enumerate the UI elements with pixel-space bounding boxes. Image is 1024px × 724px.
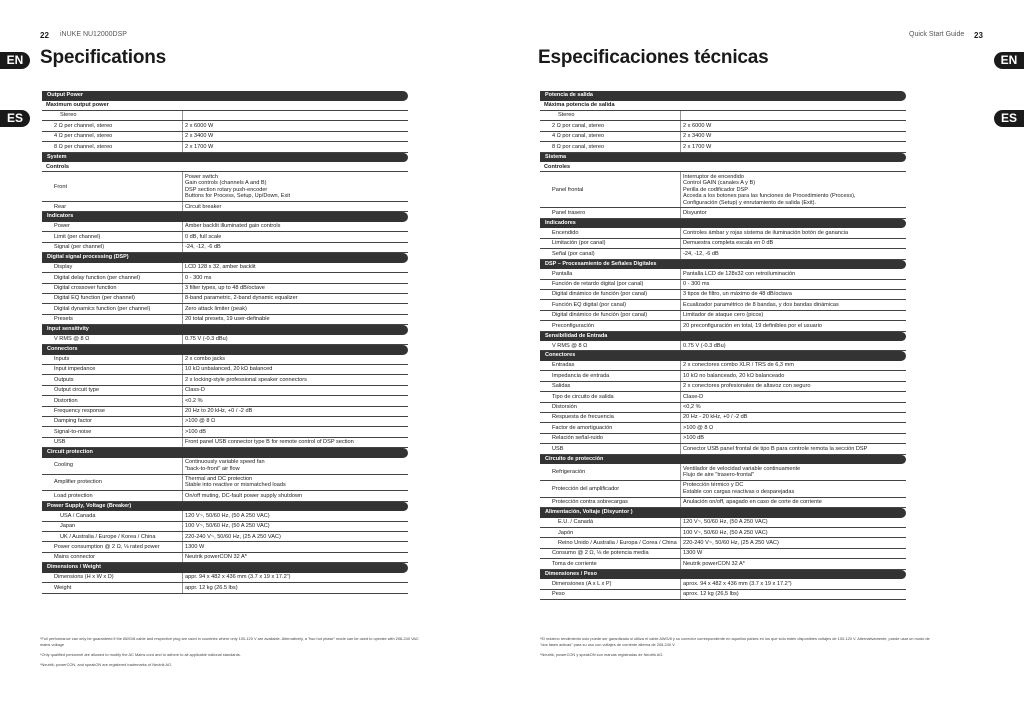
section-header: Output Power (42, 91, 408, 101)
spec-label: Input impedance (54, 366, 96, 373)
spec-value: 2 x conectores combo XLR / TRS de 6,3 mm (680, 361, 906, 370)
spec-row (540, 559, 906, 569)
spec-row (42, 542, 408, 552)
footnote: *Neutrik, powerCON y speakON son marcas registradas de Neutrik AG. (540, 652, 664, 657)
spec-value: 220-240 V~, 50/60 Hz, (25 A 250 VAC) (182, 532, 408, 541)
spec-row (42, 417, 408, 427)
spec-row (42, 304, 408, 314)
spec-label: Refrigeración (552, 468, 586, 475)
spec-label: Protección contra sobrecargas (552, 499, 628, 506)
spec-row (42, 553, 408, 563)
running-header-left: iNUKE NU12000DSP (60, 31, 127, 38)
spec-value: Class-D (182, 386, 408, 395)
spec-value: 8-band parametric, 2-band dynamic equalizer (182, 294, 408, 303)
spec-row (540, 403, 906, 413)
section-header: Sistema (540, 153, 906, 163)
spec-row (42, 162, 408, 172)
spec-value: >100 @ 8 Ω (680, 423, 906, 432)
spec-label: Dimensiones (A x L x P) (552, 580, 612, 587)
spec-row (540, 121, 906, 131)
spec-label: Signal (per channel) (54, 244, 105, 251)
spec-row (42, 172, 408, 202)
spec-row (540, 132, 906, 142)
spec-row (540, 413, 906, 423)
spec-value: Zero attack limiter (peak) (182, 304, 408, 313)
spec-value (182, 111, 408, 120)
lang-tab-en-right: EN (994, 52, 1024, 69)
spec-label: V RMS @ 8 Ω (54, 336, 90, 343)
spec-row (540, 371, 906, 381)
spec-value: Anulación on/off, apagado en caso de corte de corriente (680, 498, 906, 507)
spec-value: Ventilador de velocidad variable continuamente Flujo de aire "trasero-frontal" (680, 464, 906, 480)
spec-row (540, 311, 906, 321)
spec-label: Protección del amplificador (552, 485, 620, 492)
spec-row (42, 142, 408, 152)
spec-label: Damping factor (54, 418, 92, 425)
spec-value: >100 @ 8 Ω (182, 417, 408, 426)
spec-row (42, 294, 408, 304)
spec-value: 2 x locking-style professional speaker connectors (182, 375, 408, 384)
spec-value: aprox. 12 kg (26,5 lbs) (680, 590, 906, 599)
spec-label: UK / Australia / Europe / Korea / China (60, 533, 156, 540)
spec-label: Función EQ digital (por canal) (552, 301, 626, 308)
spec-value: Clase-D (680, 392, 906, 401)
spec-row (42, 101, 408, 111)
spec-row (540, 590, 906, 600)
spec-label: Señal (por canal) (552, 250, 595, 257)
spec-row (540, 300, 906, 310)
spec-row (540, 361, 906, 371)
spec-row (42, 365, 408, 375)
spec-value: 2 x 6000 W (680, 121, 906, 130)
spec-row (540, 423, 906, 433)
spec-row (540, 280, 906, 290)
spec-label: Presets (54, 316, 73, 323)
spec-row (540, 249, 906, 259)
spec-row (540, 172, 906, 208)
spec-row (42, 263, 408, 273)
spec-label: Toma de corriente (552, 560, 597, 567)
section-header: Circuito de protección (540, 455, 906, 465)
spec-value: 0 - 300 ms (680, 280, 906, 289)
footnote: *El máximo rendimiento solo puede ser garantizado si utiliza el cable AWG/8 y su conector correspondiente en aquellos países en los que sólo estén disponibles voltajes de 100-120 V. Alternativamente, puede usar un modo de "dos fases activas" para su uso con voltajes de corriente alterna de 208-240 V. (540, 636, 930, 647)
spec-value: 3 tipos de filtro, un máximo de 48 dB/octava (680, 290, 906, 299)
spec-value: Protección térmico y DC Estable con cargas reactivas o desparejadas (680, 481, 906, 497)
spec-value: Ecualizador paramétrico de 8 bandas, y dos bandas dinámicas (680, 300, 906, 309)
footnotes-right (540, 636, 930, 662)
lang-tab-es-right: ES (994, 110, 1024, 127)
spec-row (540, 498, 906, 508)
spec-row (540, 228, 906, 238)
section-header: Connectors (42, 345, 408, 355)
spec-row (42, 335, 408, 345)
spec-value: >100 dB (182, 427, 408, 436)
spec-value: 10 kΩ unbalanced, 20 kΩ balanced (182, 365, 408, 374)
spec-value: 2 x 6000 W (182, 121, 408, 130)
spec-value: 1300 W (680, 549, 906, 558)
page-title-right: Especificaciones técnicas (538, 47, 769, 68)
section-header: Circuit protection (42, 448, 408, 458)
spec-value: <0,2 % (680, 403, 906, 412)
spec-label: Pantalla (552, 270, 573, 277)
spec-label: Preconfiguración (552, 322, 594, 329)
section-header: Indicators (42, 212, 408, 222)
spec-label: Power (54, 223, 70, 230)
spec-label: Stereo (558, 112, 575, 119)
spec-label: Distorsión (552, 404, 577, 411)
spec-value (680, 111, 906, 120)
footnote: *Full performance can only be guaranteed if the AWG/8 cable and respective plug are used in countries where only 100-120 V are available. Alternatively, a "two hot phase" mode can be used to operate with 208-240 VAC mains voltage (40, 636, 419, 647)
section-header: Dimensions / Weight (42, 563, 408, 573)
spec-value: Continuously variable speed fan "back-to-front" air flow (182, 458, 408, 474)
spec-label: Amplifier protection (54, 479, 102, 486)
spec-value: Limitador de ataque cero (picos) (680, 311, 906, 320)
spec-value: 100 V~, 50/60 Hz, (50 A 250 VAC) (680, 528, 906, 537)
spec-row (540, 528, 906, 538)
spec-row (42, 232, 408, 242)
spec-value: 20 preconfiguración en total, 19 definibles por el usuario (680, 321, 906, 330)
spec-label: Digital crossover function (54, 285, 117, 291)
spec-value: Demuestra completa escala en 0 dB (680, 239, 906, 248)
spec-row (42, 284, 408, 294)
page-number-left: 22 (40, 31, 49, 40)
spec-label: Controls (46, 163, 69, 170)
spec-label: Dimensions (H x W x D) (54, 574, 114, 581)
spec-label: 8 Ω por canal, stereo (552, 143, 605, 150)
spec-label: Panel trasero (552, 209, 586, 216)
spec-value: Neutrik powerCON 32 A* (680, 559, 906, 568)
spec-row (540, 549, 906, 559)
spec-value: 0.75 V (-0.3 dBu) (182, 335, 408, 344)
spec-value: 2 x conectores profesionales de altavoz con seguro (680, 382, 906, 391)
spec-value: >100 dB (680, 434, 906, 443)
spec-value: On/off muting, DC-fault power supply shutdown (182, 491, 408, 500)
spec-label: Inputs (54, 356, 70, 363)
spec-label: Máxima potencia de salida (544, 102, 615, 108)
spec-label: Digital dinámico de función (por canal) (552, 291, 648, 298)
spec-label: Front (54, 183, 68, 190)
spec-label: Limitación (por canal) (552, 240, 606, 247)
spec-row (42, 407, 408, 417)
section-header: Dimensiones / Peso (540, 570, 906, 580)
spec-label: Output circuit type (54, 387, 100, 394)
spec-label: Consumo @ 2 Ω, ⅛ de potencia media (552, 550, 649, 557)
spec-row (540, 481, 906, 498)
spec-row (540, 269, 906, 279)
spec-label: Stereo (60, 112, 77, 119)
spec-label: Mains connector (54, 554, 96, 561)
spec-row (540, 101, 906, 111)
spec-row (42, 121, 408, 131)
spec-row (42, 511, 408, 521)
spec-row (42, 438, 408, 448)
spec-label: Digital EQ function (per channel) (54, 295, 135, 302)
spec-row (42, 273, 408, 283)
spec-label: Digital dinámico de función (por canal) (552, 312, 648, 319)
spec-value: appr. 94 x 482 x 436 mm (3.7 x 19 x 17.2") (182, 573, 408, 582)
section-header: Digital signal processing (DSP) (42, 253, 408, 263)
spec-value: 2 x 1700 W (680, 142, 906, 151)
spec-label: Load protection (54, 492, 93, 499)
lang-tab-en-left: EN (0, 52, 30, 69)
spec-label: Digital dynamics function (per channel) (54, 305, 151, 312)
spec-row (540, 382, 906, 392)
spec-row (42, 491, 408, 501)
spec-value: 0 dB, full scale (182, 232, 408, 241)
spec-row (42, 458, 408, 475)
spec-table-right (540, 91, 906, 600)
spec-row (42, 522, 408, 532)
spec-row (540, 341, 906, 351)
spec-label: Limit (per channel) (54, 233, 101, 240)
spec-value: 120 V~, 50/60 Hz, (50 A 250 VAC) (680, 518, 906, 527)
spec-value: -24, -12, -6 dB (680, 249, 906, 258)
spec-label: Frequency response (54, 408, 105, 415)
spec-row (540, 464, 906, 481)
spec-value: Power switch Gain controls (channels A and B) DSP section rotary push-encoder Buttons for Process, Setup, Up/Down, Exit (182, 172, 408, 201)
footnote: *Neutrik, powerCON, and speakON are registered trademarks of Neutrik AG. (40, 662, 173, 667)
spec-row (540, 290, 906, 300)
spec-row (42, 243, 408, 253)
spec-label: Display (54, 264, 73, 271)
spec-row (42, 202, 408, 212)
section-header: Indicadores (540, 219, 906, 229)
spec-row (42, 396, 408, 406)
spec-row (540, 208, 906, 218)
spec-label: USA / Canada (60, 512, 96, 519)
spec-value: 0 - 300 ms (182, 273, 408, 282)
section-header: Alimentación, Voltaje (Disyuntor ) (540, 508, 906, 518)
spec-label: Outputs (54, 376, 74, 383)
spec-value: 220-240 V~, 50/60 Hz, (25 A 250 VAC) (680, 538, 906, 547)
spec-label: Maximum output power (46, 102, 109, 108)
spec-label: Rear (54, 203, 67, 210)
spec-value: Pantalla LCD de 128x32 con retroiluminación (680, 269, 906, 278)
spec-label: Relación señal-ruido (552, 435, 603, 442)
spec-label: Factor de amortiguación (552, 424, 613, 431)
spec-label: Weight (54, 584, 72, 591)
spec-row (42, 375, 408, 385)
spec-value: 120 V~, 50/60 Hz, (50 A 250 VAC) (182, 511, 408, 520)
spec-row (42, 386, 408, 396)
spec-label: 8 Ω per channel, stereo (54, 143, 113, 150)
spec-value: appr. 12 kg (26.5 lbs) (182, 583, 408, 592)
spec-label: V RMS @ 8 Ω (552, 342, 588, 349)
spec-label: Panel frontal (552, 186, 584, 193)
spec-row (42, 573, 408, 583)
spec-label: Respuesta de frecuencia (552, 414, 614, 421)
spec-value: Interruptor de encendido Control GAIN (canales A y B) Perilla de codificador DSP Acceda a los botones para las funciones de Procedimiento (Process), Configuración (Setup) y enrutamiento de salida (Exit). (680, 172, 906, 207)
spec-value: Circuit breaker (182, 202, 408, 211)
spec-value: 2 x 3400 W (182, 132, 408, 141)
spec-label: E.U. / Canadá (558, 519, 594, 526)
spec-value: Neutrik powerCON 32 A* (182, 553, 408, 562)
spec-value: 20 Hz - 20 kHz, +0 / -2 dB (680, 413, 906, 422)
spec-label: Función de retardo digital (por canal) (552, 281, 644, 287)
spec-row (540, 321, 906, 331)
section-header: DSP – Procesamiento de Señales Digitales (540, 260, 906, 270)
footnotes-left (40, 636, 430, 672)
spec-label: Encendido (552, 229, 579, 236)
section-header: Potencia de salida (540, 91, 906, 101)
spec-row (540, 444, 906, 454)
spec-row (42, 583, 408, 593)
footnote: *Only qualified personnel are allowed to modify the AC Mains cord and to adhere to all applicable national standards. (40, 652, 241, 657)
running-header-right: Quick Start Guide (909, 31, 965, 38)
spec-label: Tipo de circuito de salida (552, 393, 614, 400)
spec-value: -24, -12, -6 dB (182, 243, 408, 252)
lang-tab-es-left: ES (0, 110, 30, 127)
spec-value: 20 total presets, 19 user-definable (182, 315, 408, 324)
spec-row (540, 434, 906, 444)
spec-label: USB (552, 445, 564, 452)
spec-row (540, 162, 906, 172)
spec-label: USB (54, 439, 66, 446)
spec-value: Disyuntor (680, 208, 906, 217)
spec-value: Controles ámbar y rojas sistema de iluminación botón de ganancia (680, 228, 906, 237)
spec-label: Digital delay function (per channel) (54, 274, 141, 281)
spec-value: LCD 128 x 32, amber backlit (182, 263, 408, 272)
section-header: System (42, 153, 408, 163)
spec-row (540, 142, 906, 152)
spec-label: Cooling (54, 462, 73, 469)
spec-value: 20 Hz to 20 kHz, +0 / -2 dB (182, 407, 408, 416)
spec-value: Thermal and DC protection Stable into reactive or mismatched loads (182, 475, 408, 491)
spec-row (540, 538, 906, 548)
spec-row (42, 427, 408, 437)
spec-label: Salidas (552, 383, 571, 390)
spec-label: 4 Ω por canal, stereo (552, 133, 605, 140)
spec-row (42, 532, 408, 542)
spec-label: Distortion (54, 397, 78, 404)
spec-value: aprox. 94 x 482 x 436 mm (3.7 x 19 x 17.2") (680, 579, 906, 588)
spec-value: Amber backlit illuminated gain controls (182, 222, 408, 231)
section-header: Power Supply, Voltage (Breaker) (42, 502, 408, 512)
spec-row (42, 475, 408, 492)
spec-label: Signal-to-noise (54, 428, 92, 435)
spec-row (42, 222, 408, 232)
section-header: Conectores (540, 351, 906, 361)
spec-label: Japan (60, 523, 76, 530)
spec-value: 2 x 3400 W (680, 132, 906, 141)
spec-label: Controles (544, 163, 571, 170)
spec-value: <0.2 % (182, 396, 408, 405)
spec-row (540, 111, 906, 121)
spec-label: Power consumption @ 2 Ω, ⅛ rated power (54, 543, 160, 550)
spec-label: Japón (558, 529, 574, 536)
spec-row (42, 111, 408, 121)
spec-row (540, 239, 906, 249)
spec-value: 1300 W (182, 542, 408, 551)
spec-value: 2 x 1700 W (182, 142, 408, 151)
spec-row (540, 579, 906, 589)
spec-table-left (42, 91, 408, 594)
section-header: Sensibilidad de Entrada (540, 332, 906, 342)
spec-row (42, 315, 408, 325)
spec-value: 0.75 V (-0.3 dBu) (680, 341, 906, 350)
spec-value: 2 x combo jacks (182, 355, 408, 364)
spec-label: Impedancia de entrada (552, 372, 610, 379)
spec-value: 10 kΩ no balanceado, 20 kΩ balanceado (680, 371, 906, 380)
spec-value: Conector USB panel frontal de tipo B para controle remota la sección DSP (680, 444, 906, 453)
spec-label: 2 Ω por canal, stereo (552, 122, 605, 129)
spec-label: Peso (552, 591, 565, 598)
spec-label: 4 Ω per channel, stereo (54, 133, 113, 140)
spec-value: Front panel USB connector type B for remote control of DSP section (182, 438, 408, 447)
spec-value: 100 V~, 50/60 Hz, (50 A 250 VAC) (182, 522, 408, 531)
page-title-left: Specifications (40, 47, 167, 68)
spec-row (42, 355, 408, 365)
page-number-right: 23 (974, 31, 983, 40)
spec-label: Reino Unido / Australia / Europa / Corea / China (558, 539, 677, 546)
section-header: Input sensitivity (42, 325, 408, 335)
spec-row (540, 392, 906, 402)
spec-label: Entradas (552, 362, 575, 369)
spec-value: 3 filter types, up to 48 dB/octave (182, 284, 408, 293)
spec-label: 2 Ω per channel, stereo (54, 122, 113, 129)
spec-row (42, 132, 408, 142)
spec-row (540, 518, 906, 528)
